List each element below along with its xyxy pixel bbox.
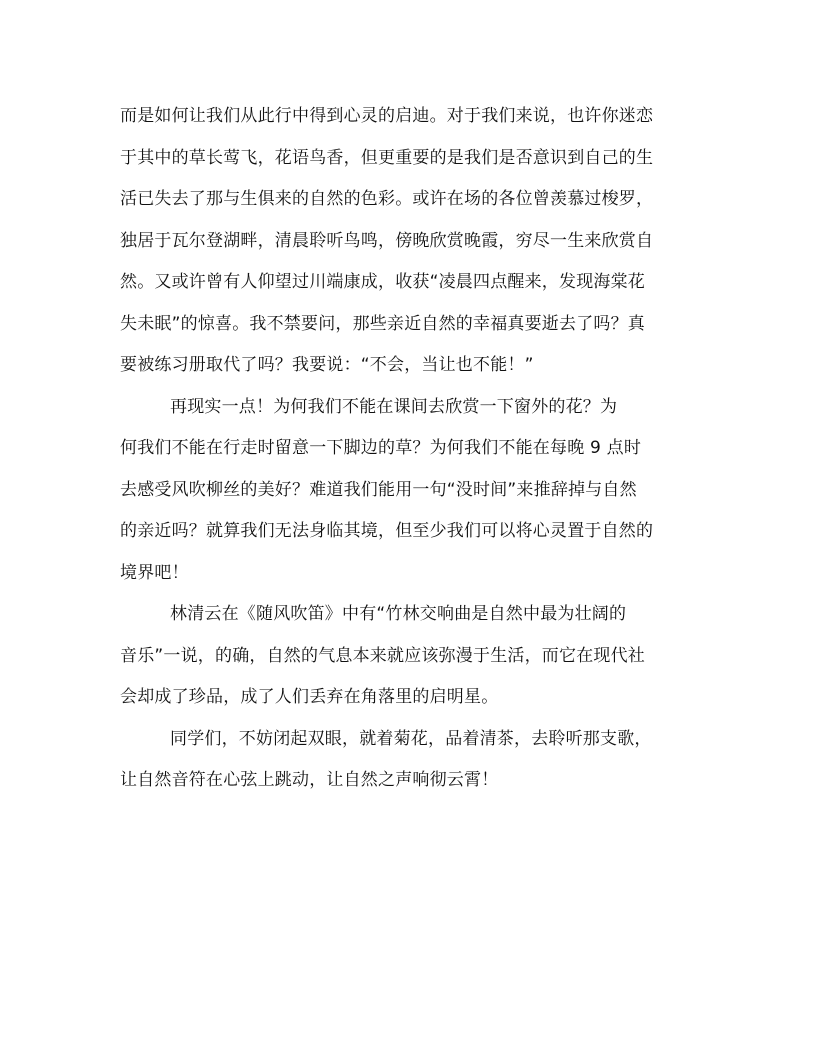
text-line: 会却成了珍品，成了人们丢弃在角落里的启明星。 [120, 687, 499, 707]
paragraph-1 [120, 96, 696, 387]
text-line: 独居于瓦尔登湖畔，清晨聆听鸟鸣，傍晚欣赏晚霞，穷尽一生来欣赏自 [120, 230, 654, 251]
text-line: 的亲近吗？就算我们无法身临其境，但至少我们可以将心灵置于自然的 [120, 521, 654, 541]
text-line: 音乐”一说，的确，自然的气息本来就应该弥漫于生活，而它在现代社 [120, 645, 646, 666]
paragraph-2 [120, 387, 696, 595]
text-line: 同学们，不妨闭起双眼，就着菊花，品着清茶，去聆听那支歌， [170, 728, 652, 749]
text-line: 而是如何让我们从此行中得到心灵的启迪。对于我们来说，也许你迷恋 [120, 106, 654, 126]
text-line: 何我们不能在行走时留意一下脚边的草？为何我们不能在每晚 9 点时 [120, 438, 642, 458]
text-line: 于其中的草长莺飞，花语鸟香，但更重要的是我们是否意识到自己的生 [120, 147, 654, 168]
text-line: 活已失去了那与生俱来的自然的色彩。或许在场的各位曾羡慕过梭罗， [120, 189, 654, 209]
document-body [120, 96, 696, 802]
text-line: 失未眠”的惊喜。我不禁要问，那些亲近自然的幸福真要逝去了吗？真 [120, 313, 646, 334]
text-line: 让自然音符在心弦上跳动，让自然之声响彻云霄！ [120, 770, 499, 790]
paragraph-4 [120, 719, 696, 802]
text-line: 境界吧！ [120, 562, 189, 583]
text-line: 再现实一点！为何我们不能在课间去欣赏一下窗外的花？为 [170, 396, 618, 417]
text-line: 要被练习册取代了吗？我要说：“不会，当让也不能！” [120, 355, 534, 375]
text-line: 去感受风吹柳丝的美好？难道我们能用一句“没时间”来推辞掉与自然 [120, 479, 637, 500]
paragraph-3 [120, 594, 696, 719]
text-line: 林清云在《随风吹笛》中有“竹林交响曲是自然中最为壮阔的 [170, 604, 627, 624]
text-line: 然。又或许曾有人仰望过川端康成，收获“凌晨四点醒来，发现海棠花 [120, 272, 646, 292]
